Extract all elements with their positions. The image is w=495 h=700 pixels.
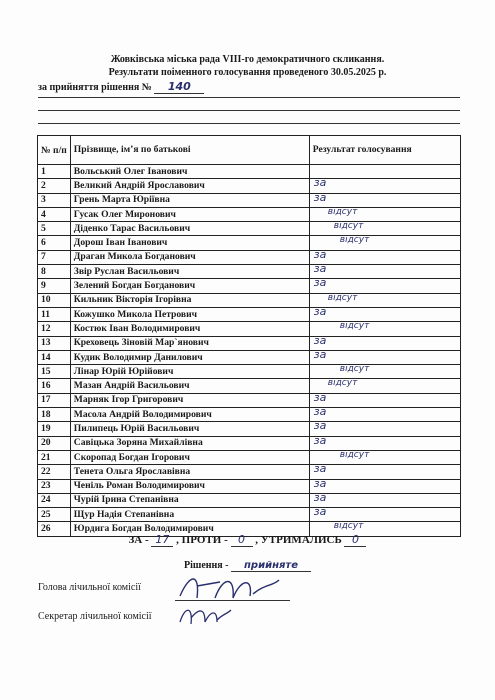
table-row (38, 379, 461, 393)
deputy-name: Масола Андрій Володимирович (70, 408, 309, 422)
deputy-name: Марняк Ігор Григорович (70, 393, 309, 407)
totals-abstain-value: 0 (344, 533, 366, 547)
vote-result (309, 390, 460, 407)
row-number: 24 (38, 493, 71, 507)
table-row (38, 293, 461, 307)
totals-abstain-label: , УТРИМАЛИСЬ (255, 534, 342, 546)
totals-against-label: , ПРОТИ - (176, 534, 228, 546)
decision-number: 140 (154, 80, 204, 94)
vote-mark: за (313, 462, 327, 476)
vote-result (309, 333, 460, 350)
vote-mark: за (313, 390, 327, 404)
deputy-name: Звір Руслан Васильович (70, 265, 309, 279)
vote-mark: за (313, 262, 327, 276)
blank-rule-1 (38, 97, 460, 98)
table-row (38, 336, 461, 350)
secretary-signature (175, 600, 235, 630)
row-number: 3 (38, 193, 71, 207)
deputy-name: Юрдига Богдан Володимирович (70, 522, 309, 536)
result-value: прийняте (231, 560, 311, 572)
vote-mark: відсут (339, 364, 370, 375)
vote-mark: за (313, 476, 327, 490)
totals-against-value: 0 (231, 533, 253, 547)
row-number: 9 (38, 279, 71, 293)
row-number: 8 (38, 265, 71, 279)
vote-mark: за (313, 333, 327, 347)
deputy-name: Грень Марта Юріївна (70, 193, 309, 207)
deputy-name: Креховець Зіновій Мар`янович (70, 336, 309, 350)
table-row (38, 265, 461, 279)
row-number: 4 (38, 207, 71, 221)
vote-result (309, 222, 460, 236)
row-number: 23 (38, 479, 71, 493)
deputy-name: Костюк Іван Володимирович (70, 322, 309, 336)
vote-result (309, 419, 460, 436)
vote-mark: за (313, 505, 327, 519)
vote-result (309, 165, 460, 179)
vote-result (309, 450, 460, 464)
row-number: 25 (38, 508, 71, 522)
row-number: 21 (38, 450, 71, 464)
deputy-name: Чурій Ірина Степанівна (70, 493, 309, 507)
row-number: 14 (38, 350, 71, 364)
table-row (38, 465, 461, 479)
vote-mark: за (313, 405, 327, 419)
table-row (38, 307, 461, 321)
vote-mark: відсут (339, 321, 370, 332)
totals-for-label: ЗА - (128, 534, 149, 546)
deputy-name: Діденко Тарас Васильович (70, 222, 309, 236)
deputy-name: Драган Микола Богданович (70, 250, 309, 264)
table-header-row (38, 136, 461, 165)
deputy-name: Гусак Олег Миронович (70, 207, 309, 221)
row-number: 18 (38, 408, 71, 422)
vote-result (309, 304, 460, 321)
deputy-name: Савіцька Зоряна Михайлівна (70, 436, 309, 450)
row-number: 15 (38, 365, 71, 379)
vote-mark: за (313, 247, 327, 261)
voting-table (37, 135, 461, 537)
result-label: Рішення - (183, 560, 229, 571)
chair-label: Голова лічильної комісії (38, 582, 141, 593)
deputy-name: Мазан Андрій Васильович (70, 379, 309, 393)
deputy-name: Ченіль Роман Володимирович (70, 479, 309, 493)
row-number: 26 (38, 522, 71, 536)
vote-mark: за (313, 433, 327, 447)
vote-mark: за (313, 176, 327, 190)
deputy-name: Кожушко Микола Петрович (70, 307, 309, 321)
row-number: 2 (38, 179, 71, 193)
column-header-name: Прізвище, ім’я по батькові (70, 136, 309, 165)
row-number: 19 (38, 422, 71, 436)
table-row (38, 422, 461, 436)
table-row (38, 207, 461, 221)
deputy-name: Скоропад Богдан Ігорович (70, 450, 309, 464)
table-row (38, 408, 461, 422)
vote-mark: відсут (327, 378, 358, 389)
blank-rule-3 (38, 123, 460, 124)
totals-for-value: 17 (151, 533, 173, 547)
row-number: 13 (38, 336, 71, 350)
table-row (38, 508, 461, 522)
row-number: 7 (38, 250, 71, 264)
deputy-name: Кудик Володимир Данилович (70, 350, 309, 364)
table-row (38, 322, 461, 336)
row-number: 17 (38, 393, 71, 407)
table-row (38, 279, 461, 293)
table-row (38, 493, 461, 507)
vote-result (309, 462, 460, 479)
row-number: 22 (38, 465, 71, 479)
row-number: 11 (38, 307, 71, 321)
vote-mark: за (313, 304, 327, 318)
deputy-name: Зелений Богдан Богданович (70, 279, 309, 293)
vote-result (309, 262, 460, 279)
table-row (38, 479, 461, 493)
vote-result (309, 207, 460, 221)
table-row (38, 436, 461, 450)
row-number: 10 (38, 293, 71, 307)
vote-mark: відсут (333, 221, 364, 232)
vote-mark: за (313, 276, 327, 290)
table-row (38, 222, 461, 236)
vote-mark: відсут (333, 521, 364, 532)
row-number: 20 (38, 436, 71, 450)
row-number: 5 (38, 222, 71, 236)
vote-mark: відсут (339, 449, 370, 460)
secretary-label: Секретар лічильної комісії (38, 611, 152, 622)
deputy-name: Щур Надія Степанівна (70, 508, 309, 522)
table-row (38, 365, 461, 379)
vote-result (309, 405, 460, 422)
deputy-name: Кильник Вікторія Ігорівна (70, 293, 309, 307)
vote-mark: за (313, 490, 327, 504)
vote-result (309, 490, 460, 507)
table-row (38, 450, 461, 464)
deputy-name: Вольський Олег Іванович (70, 165, 309, 179)
vote-result (309, 176, 460, 193)
deputy-name: Лінар Юрій Юрійович (70, 365, 309, 379)
table-row (38, 236, 461, 250)
header-line-1: Жовківська міська рада VIII-го демократичного скликання. (110, 54, 385, 65)
vote-result (309, 476, 460, 493)
deputy-name: Дорош Іван Іванович (70, 236, 309, 250)
row-number: 12 (38, 322, 71, 336)
table-row (38, 350, 461, 364)
row-number: 6 (38, 236, 71, 250)
vote-result (309, 433, 460, 450)
deputy-name: Тенета Ольга Ярославівна (70, 465, 309, 479)
vote-result (309, 293, 460, 307)
vote-result (309, 247, 460, 264)
vote-mark: за (313, 419, 327, 433)
vote-mark: за (313, 347, 327, 361)
vote-result (309, 505, 460, 522)
table-row (38, 250, 461, 264)
blank-rule-2 (38, 110, 460, 111)
deputy-name: Пилипець Юрій Васильович (70, 422, 309, 436)
column-header-number: № п/п (38, 136, 71, 165)
decision-label: за прийняття рішення № (38, 82, 152, 93)
row-number: 16 (38, 379, 71, 393)
deputy-name: Великий Андрій Ярославович (70, 179, 309, 193)
vote-result (309, 236, 460, 250)
header-line-2: Результати поіменного голосування проведеного 30.05.2025 р. (108, 67, 387, 78)
vote-totals (0, 533, 495, 547)
vote-mark: відсут (327, 292, 358, 303)
table-row (38, 165, 461, 179)
row-number: 1 (38, 165, 71, 179)
vote-result (309, 347, 460, 364)
table-row (38, 393, 461, 407)
vote-mark: відсут (327, 206, 358, 217)
vote-mark: відсут (339, 235, 370, 246)
vote-mark: за (313, 190, 327, 204)
vote-result (309, 322, 460, 336)
table-row (38, 193, 461, 207)
table-row (38, 179, 461, 193)
column-header-result: Результат голосування (309, 136, 460, 165)
vote-result (309, 379, 460, 393)
decision-line (38, 80, 204, 94)
